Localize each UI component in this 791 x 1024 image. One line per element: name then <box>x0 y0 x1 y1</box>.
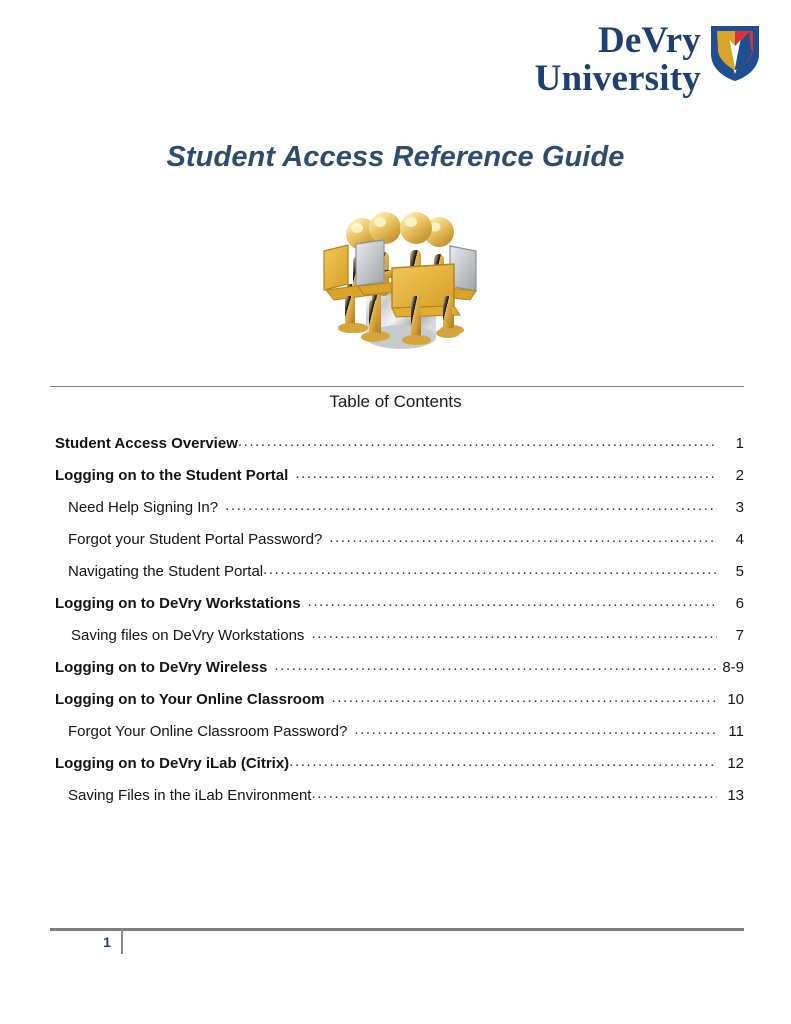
toc-leader-dots <box>263 561 717 576</box>
toc-entry-label: Navigating the Student Portal <box>68 563 264 580</box>
toc-entry[interactable] <box>50 561 744 593</box>
toc-entry-label: Logging on to DeVry Wireless <box>55 659 268 676</box>
toc-entry[interactable] <box>50 465 744 497</box>
toc-entry-label: Forgot your Student Portal Password? <box>68 531 323 548</box>
table-of-contents <box>50 433 744 817</box>
toc-leader-dots <box>238 433 717 448</box>
devry-university-logo <box>535 22 761 99</box>
toc-entry-label: Logging on to Your Online Classroom <box>55 691 325 708</box>
logo-line-devry: DeVry <box>597 20 701 61</box>
clipart-people-at-computers <box>312 196 490 354</box>
toc-entry-label: Saving Files in the iLab Environment <box>68 787 312 804</box>
toc-entry-page: 12 <box>727 755 744 772</box>
toc-entry-page: 11 <box>728 723 744 740</box>
toc-entry-page: 7 <box>735 627 744 644</box>
toc-entry-page: 6 <box>735 595 744 612</box>
toc-entry[interactable] <box>50 625 744 657</box>
toc-entry[interactable] <box>50 593 744 625</box>
toc-leader-dots <box>311 785 717 800</box>
toc-entry-label: Logging on to DeVry iLab (Citrix) <box>55 755 290 772</box>
toc-entry-page: 3 <box>735 499 744 516</box>
toc-entry-page: 10 <box>727 691 744 708</box>
toc-entry-page: 2 <box>735 467 744 484</box>
toc-entry-page: 13 <box>727 787 744 804</box>
footer-tick-mark <box>121 928 123 954</box>
toc-leader-dots <box>295 465 717 480</box>
footer-page-number: 1 <box>103 934 111 950</box>
toc-entry-page: 5 <box>735 563 744 580</box>
toc-leader-dots <box>354 721 717 736</box>
toc-leader-dots <box>225 497 717 512</box>
toc-entry-page: 8-9 <box>722 659 744 676</box>
toc-entry[interactable] <box>50 785 744 817</box>
toc-leader-dots <box>331 689 717 704</box>
toc-heading: Table of Contents <box>329 392 462 411</box>
toc-entry[interactable] <box>50 529 744 561</box>
toc-entry[interactable] <box>50 689 744 721</box>
toc-entry[interactable] <box>50 753 744 785</box>
toc-leader-dots <box>289 753 717 768</box>
page-title: Student Access Reference Guide <box>166 141 625 173</box>
toc-leader-dots <box>311 625 717 640</box>
toc-entry[interactable] <box>50 657 744 689</box>
toc-leader-dots <box>308 593 717 608</box>
horizontal-divider <box>50 386 744 387</box>
toc-entry-page: 1 <box>735 435 744 452</box>
toc-entry-label: Need Help Signing In? <box>68 499 219 516</box>
toc-entry-page: 4 <box>735 531 744 548</box>
toc-entry-label: Saving files on DeVry Workstations <box>71 627 305 644</box>
logo-line-university: University <box>534 58 701 100</box>
toc-leader-dots <box>329 529 717 544</box>
toc-entry-label: Forgot Your Online Classroom Password? <box>68 723 348 740</box>
logo-wordmark <box>535 22 701 99</box>
toc-entry-label: Logging on to the Student Portal <box>55 467 289 484</box>
toc-entry[interactable] <box>50 721 744 753</box>
toc-entry[interactable] <box>50 433 744 465</box>
toc-entry[interactable] <box>50 497 744 529</box>
toc-leader-dots <box>274 657 717 672</box>
toc-entry-label: Student Access Overview <box>55 435 238 452</box>
devry-shield-icon <box>709 24 761 82</box>
toc-entry-label: Logging on to DeVry Workstations <box>55 595 301 612</box>
footer-divider <box>50 928 744 931</box>
